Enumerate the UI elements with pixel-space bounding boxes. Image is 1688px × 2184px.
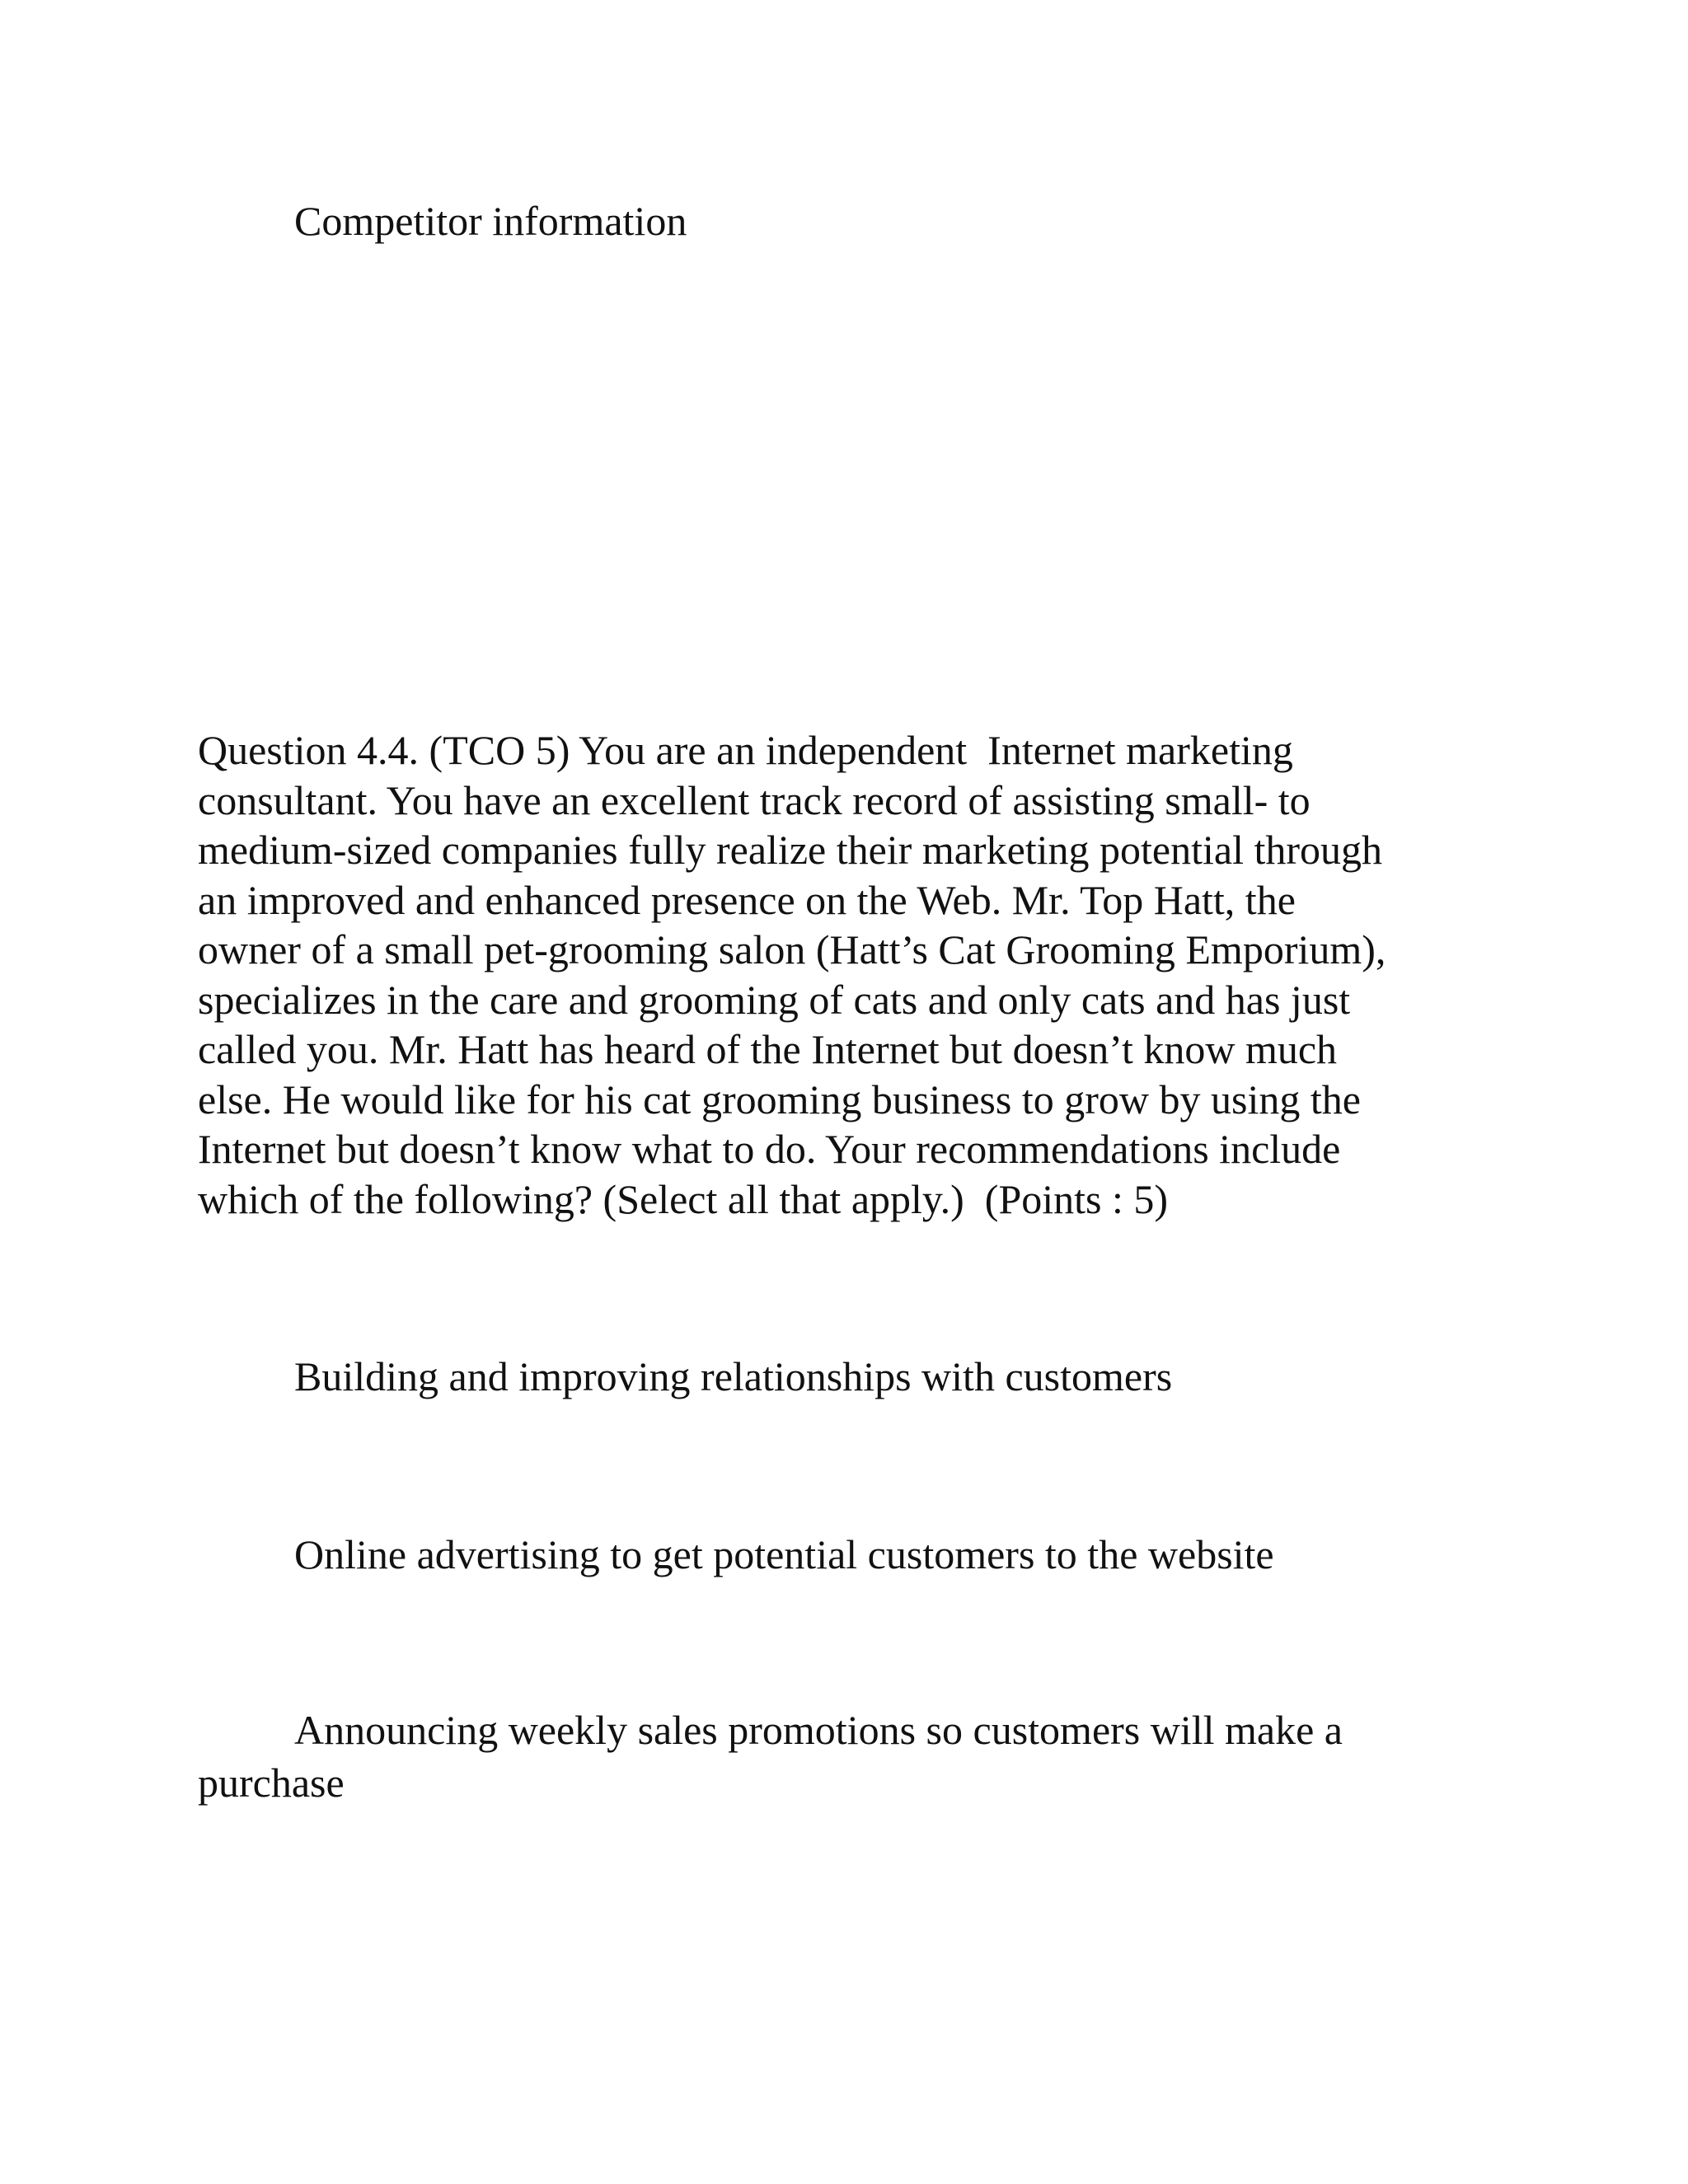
question-line: specializes in the care and grooming of cats and only cats and has just	[198, 976, 1351, 1023]
question-line: Question 4.4. (TCO 5) You are an independent Internet marketing	[198, 727, 1293, 773]
question-line: owner of a small pet-grooming salon (Hatt’s Cat Grooming Emporium),	[198, 926, 1386, 972]
question-line: an improved and enhanced presence on the Web. Mr. Top Hatt, the	[198, 876, 1296, 923]
question-line: else. He would like for his cat grooming business to grow by using the	[198, 1076, 1361, 1122]
question-line: called you. Mr. Hatt has heard of the Internet but doesn’t know much	[198, 1026, 1338, 1072]
question-line: consultant. You have an excellent track record of assisting small- to	[198, 776, 1311, 823]
answer-option-1[interactable]: Building and improving relationships with customers	[294, 1353, 1173, 1399]
question-text	[198, 725, 1467, 1224]
section-heading: Competitor information	[294, 198, 687, 244]
answer-option-2[interactable]: Online advertising to get potential customers to the website	[294, 1531, 1274, 1577]
question-line: Internet but doesn’t know what to do. Your recommendations include	[198, 1126, 1341, 1172]
question-line: medium-sized companies fully realize their marketing potential through	[198, 827, 1383, 873]
answer-option-3-continuation[interactable]: purchase	[198, 1760, 345, 1806]
question-line: which of the following? (Select all that apply.) (Points : 5)	[198, 1175, 1169, 1222]
answer-option-3[interactable]: Announcing weekly sales promotions so customers will make a	[294, 1707, 1343, 1753]
